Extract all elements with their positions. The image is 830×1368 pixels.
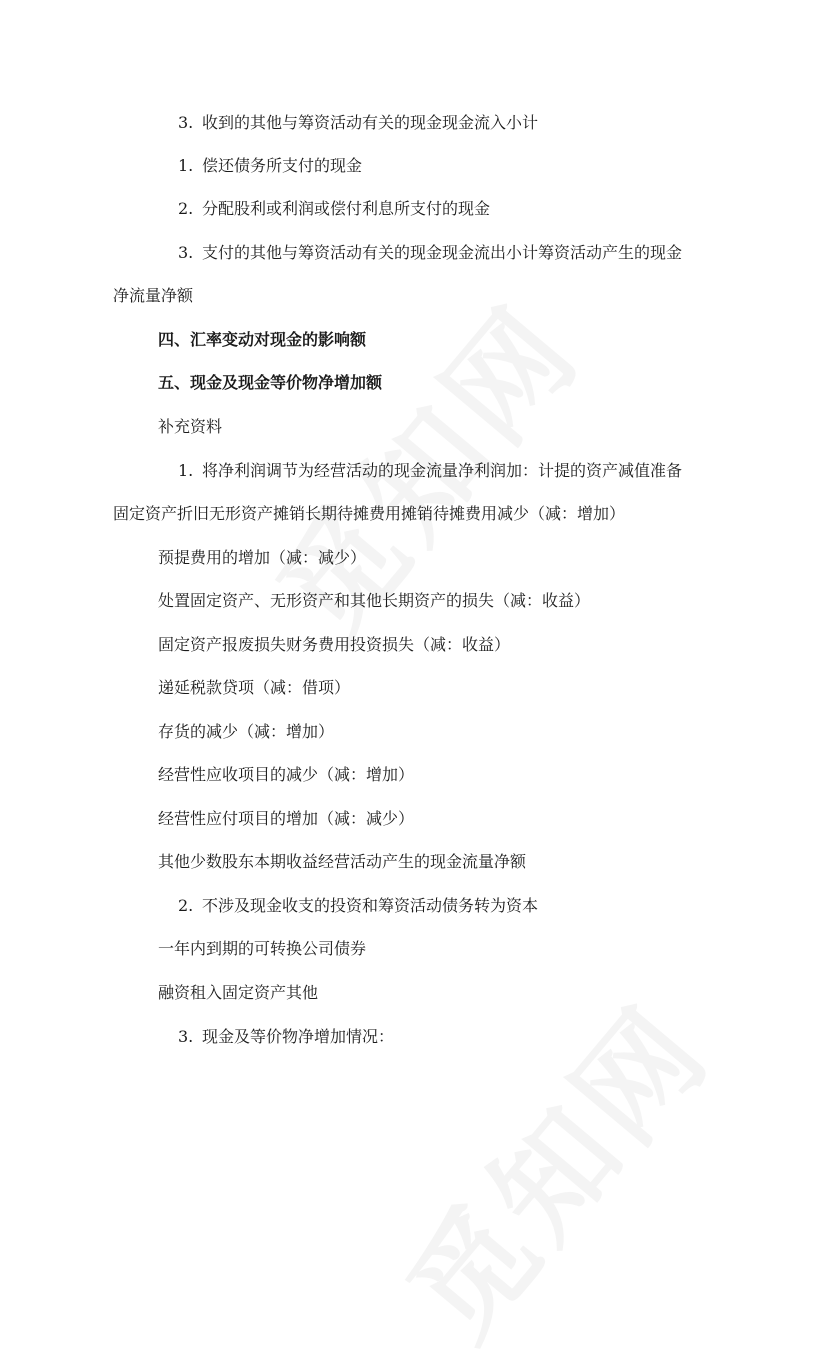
list-number: 3.: [178, 243, 194, 262]
paragraph-line: [178, 461, 682, 481]
paragraph-line: [178, 896, 538, 916]
line-text: 经营性应收项目的减少（减：增加）: [158, 765, 415, 784]
paragraph-line: [158, 635, 510, 655]
paragraph-line: [158, 548, 366, 568]
list-number: 2.: [178, 199, 194, 218]
heading-text: 四、汇率变动对现金的影响额: [158, 330, 367, 349]
line-text: 支付的其他与筹资活动有关的现金现金流出小计筹资活动产生的现金: [202, 243, 683, 262]
line-text: 现金及等价物净增加情况：: [202, 1027, 395, 1046]
paragraph-line: [158, 852, 526, 872]
line-text: 固定资产折旧无形资产摊销长期待摊费用摊销待摊费用减少（减：增加）: [113, 504, 626, 523]
list-number: 1.: [178, 156, 194, 175]
line-text: 递延税款贷项（减：借项）: [158, 678, 351, 697]
line-text: 经营性应付项目的增加（减：减少）: [158, 809, 415, 828]
paragraph-line: [158, 591, 590, 611]
line-text: 将净利润调节为经营活动的现金流量净利润加：计提的资产减值准备: [202, 461, 683, 480]
line-text: 净流量净额: [113, 286, 194, 305]
paragraph-line: [178, 156, 362, 176]
watermark: [363, 964, 742, 1368]
line-text: 偿还债务所支付的现金: [202, 156, 363, 175]
line-text: 补充资料: [158, 417, 223, 436]
line-text: 预提费用的增加（减：减少）: [158, 548, 367, 567]
paragraph-line: [158, 765, 414, 785]
paragraph-line: [178, 113, 538, 133]
list-number: 2.: [178, 896, 194, 915]
line-text: 其他少数股东本期收益经营活动产生的现金流量净额: [158, 852, 527, 871]
paragraph-line: [158, 722, 334, 742]
paragraph-line: [158, 809, 414, 829]
paragraph-line: [158, 983, 318, 1003]
line-text: 存货的减少（减：增加）: [158, 722, 335, 741]
heading-text: 五、现金及现金等价物净增加额: [158, 373, 383, 392]
section-heading: [158, 373, 382, 393]
line-text: 处置固定资产、无形资产和其他长期资产的损失（减：收益）: [158, 591, 591, 610]
paragraph-line: [178, 1027, 394, 1047]
paragraph-line: [158, 678, 350, 698]
line-text: 固定资产报废损失财务费用投资损失（减：收益）: [158, 635, 511, 654]
paragraph-line: [158, 939, 366, 959]
line-text: 一年内到期的可转换公司债券: [158, 939, 367, 958]
paragraph-line: [113, 286, 193, 306]
line-text: 收到的其他与筹资活动有关的现金现金流入小计: [202, 113, 539, 132]
paragraph-line: [113, 504, 625, 524]
list-number: 1.: [178, 461, 194, 480]
list-number: 3.: [178, 1027, 194, 1046]
paragraph-line: [178, 243, 682, 263]
line-text: 分配股利或利润或偿付利息所支付的现金: [202, 199, 491, 218]
paragraph-line: [158, 417, 222, 437]
line-text: 不涉及现金收支的投资和筹资活动债务转为资本: [202, 896, 539, 915]
section-heading: [158, 330, 366, 350]
list-number: 3.: [178, 113, 194, 132]
line-text: 融资租入固定资产其他: [158, 983, 319, 1002]
paragraph-line: [178, 199, 490, 219]
